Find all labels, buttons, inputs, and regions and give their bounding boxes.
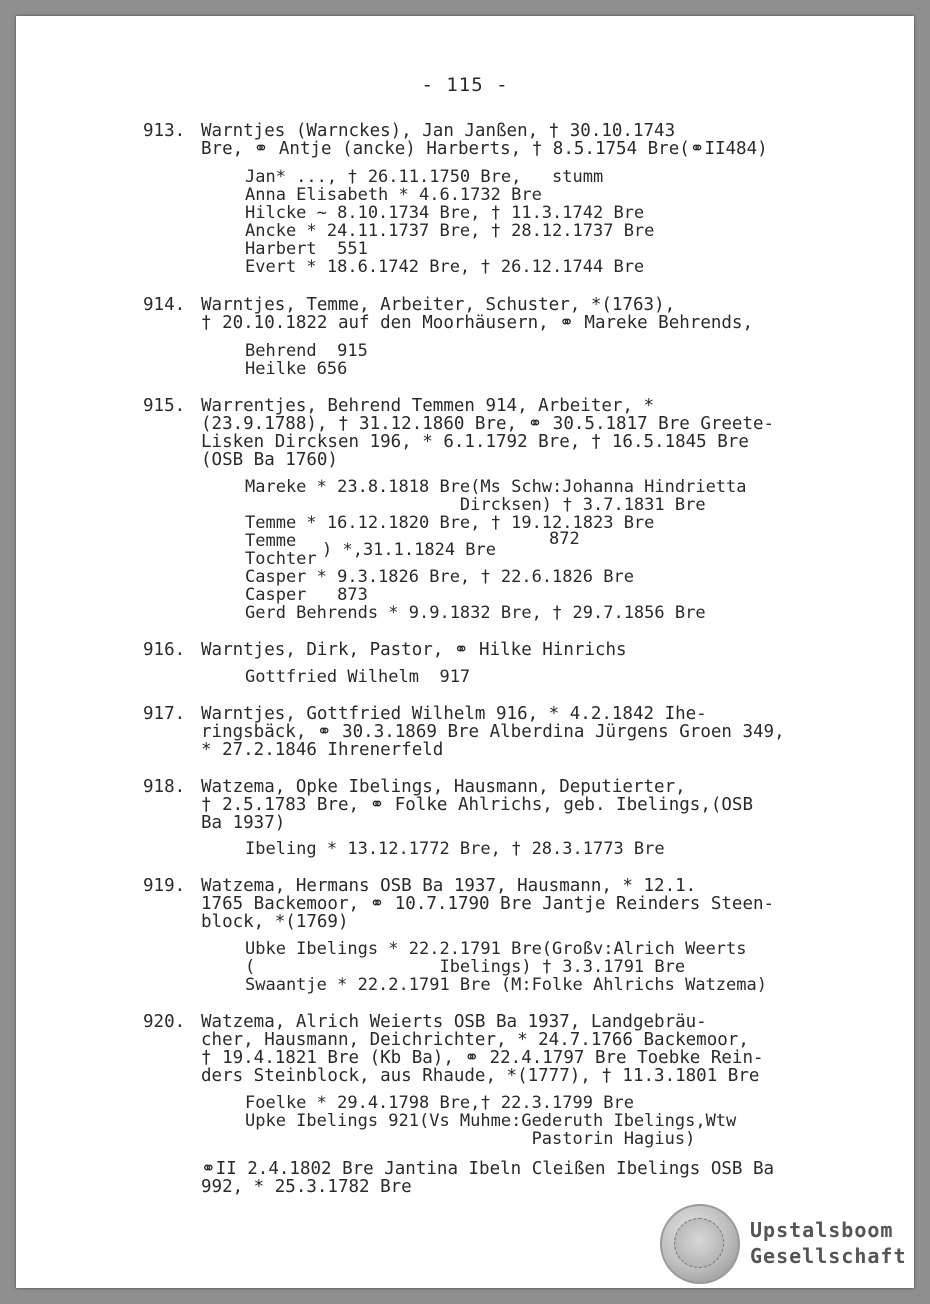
second-marriage-line: ⚭II 2.4.1802 Bre Jantina Ibeln Cleißen Ibelings OSB Ba [201, 1159, 775, 1179]
entry-line: cher, Hausmann, Deichrichter, * 24.7.1766 Backemoor, [201, 1030, 749, 1050]
child-line: Mareke * 23.8.1818 Bre(Ms Schw:Johanna Hindrietta [245, 477, 747, 497]
logo-line-1: Upstalsboom [750, 1218, 894, 1242]
second-marriage-line: 992, * 25.3.1782 Bre [201, 1177, 412, 1197]
logo-line-2: Gesellschaft [750, 1244, 907, 1268]
child-line: Evert * 18.6.1742 Bre, † 26.12.1744 Bre [245, 257, 645, 277]
society-seal-icon [660, 1204, 740, 1284]
child-line: Upke Ibelings 921(Vs Muhme:Gederuth Ibelings,Wtw [245, 1111, 737, 1131]
entry-number: 913. [143, 121, 186, 141]
entry-number: 919. [143, 876, 186, 896]
child-line: Harbert 551 [245, 239, 368, 259]
child-line: Foelke * 29.4.1798 Bre,† 22.3.1799 Bre [245, 1093, 634, 1113]
entry-line: Warrentjes, Behrend Temmen 914, Arbeiter, * [201, 396, 655, 416]
entry-line: † 19.4.1821 Bre (Kb Ba), ⚭ 22.4.1797 Bre Toebke Rein- [201, 1048, 764, 1068]
entry-number: 917. [143, 704, 186, 724]
page-number: - 115 - [421, 74, 509, 96]
child-line: Temme * 16.12.1820 Bre, † 19.12.1823 Bre [245, 513, 655, 533]
child-line: Ubke Ibelings * 22.2.1791 Bre(Großv:Alrich Weerts [245, 939, 747, 959]
entry-line: † 2.5.1783 Bre, ⚭ Folke Ahlrichs, geb. Ibelings,(OSB [201, 795, 753, 815]
child-line: ( Ibelings) † 3.3.1791 Bre [245, 957, 686, 977]
entry-number: 915. [143, 396, 186, 416]
entry-line: Lisken Dircksen 196, * 6.1.1792 Bre, † 16.5.1845 Bre [201, 432, 749, 452]
child-line: Ibeling * 13.12.1772 Bre, † 28.3.1773 Bre [245, 839, 665, 859]
child-line: Anna Elisabeth * 4.6.1732 Bre [245, 185, 542, 205]
child-line: Dircksen) † 3.7.1831 Bre [245, 495, 706, 515]
child-line: Heilke 656 [245, 359, 348, 379]
twins-number: 872 [549, 529, 580, 549]
child-line: Jan* ..., † 26.11.1750 Bre, stumm [245, 167, 604, 187]
entry-line: (OSB Ba 1760) [201, 450, 338, 470]
document-page [16, 16, 914, 1288]
entry-line: ringsbäck, ⚭ 30.3.1869 Bre Alberdina Jürgens Groen 349, [201, 722, 785, 742]
entry-line: † 20.10.1822 auf den Moorhäusern, ⚭ Mareke Behrends, [201, 313, 753, 333]
entry-line: Watzema, Alrich Weierts OSB Ba 1937, Landgebräu- [201, 1012, 707, 1032]
twins-note: ) *,31.1.1824 Bre [322, 540, 496, 560]
entry-number: 918. [143, 777, 186, 797]
entry-line: Bre, ⚭ Antje (ancke) Harberts, † 8.5.1754 Bre(⚭II484) [201, 139, 768, 159]
child-line: Gerd Behrends * 9.9.1832 Bre, † 29.7.1856 Bre [245, 603, 706, 623]
entry-line: Warntjes, Gottfried Wilhelm 916, * 4.2.1842 Ihe- [201, 704, 707, 724]
entry-line: Watzema, Opke Ibelings, Hausmann, Deputierter, [201, 777, 686, 797]
child-line: Pastorin Hagius) [245, 1129, 696, 1149]
child-line: Tochter [245, 549, 317, 569]
child-line: Casper * 9.3.1826 Bre, † 22.6.1826 Bre [245, 567, 634, 587]
child-line: Ancke * 24.11.1737 Bre, † 28.12.1737 Bre [245, 221, 655, 241]
entry-line: block, *(1769) [201, 912, 349, 932]
child-line: Hilcke ~ 8.10.1734 Bre, † 11.3.1742 Bre [245, 203, 645, 223]
child-line: Swaantje * 22.2.1791 Bre (M:Folke Ahlrichs Watzema) [245, 975, 767, 995]
child-line: Behrend 915 [245, 341, 368, 361]
child-line: Casper 873 [245, 585, 368, 605]
entry-line: Warntjes, Temme, Arbeiter, Schuster, *(1763), [201, 295, 676, 315]
child-line: Temme [245, 531, 297, 551]
entry-number: 914. [143, 295, 186, 315]
entry-number: 920. [143, 1012, 186, 1032]
entry-line: (23.9.1788), † 31.12.1860 Bre, ⚭ 30.5.1817 Bre Greete- [201, 414, 775, 434]
entry-line: Ba 1937) [201, 813, 286, 833]
entry-line: Watzema, Hermans OSB Ba 1937, Hausmann, * 12.1. [201, 876, 697, 896]
entry-line: Warntjes, Dirk, Pastor, ⚭ Hilke Hinrichs [201, 640, 627, 660]
entry-line: ders Steinblock, aus Rhaude, *(1777), † 11.3.1801 Bre [201, 1066, 760, 1086]
entry-line: 1765 Backemoor, ⚭ 10.7.1790 Bre Jantje Reinders Steen- [201, 894, 775, 914]
entry-line: Warntjes (Warnckes), Jan Janßen, † 30.10.1743 [201, 121, 676, 141]
entry-line: * 27.2.1846 Ihrenerfeld [201, 740, 444, 760]
child-line: Gottfried Wilhelm 917 [245, 667, 471, 687]
entry-number: 916. [143, 640, 186, 660]
